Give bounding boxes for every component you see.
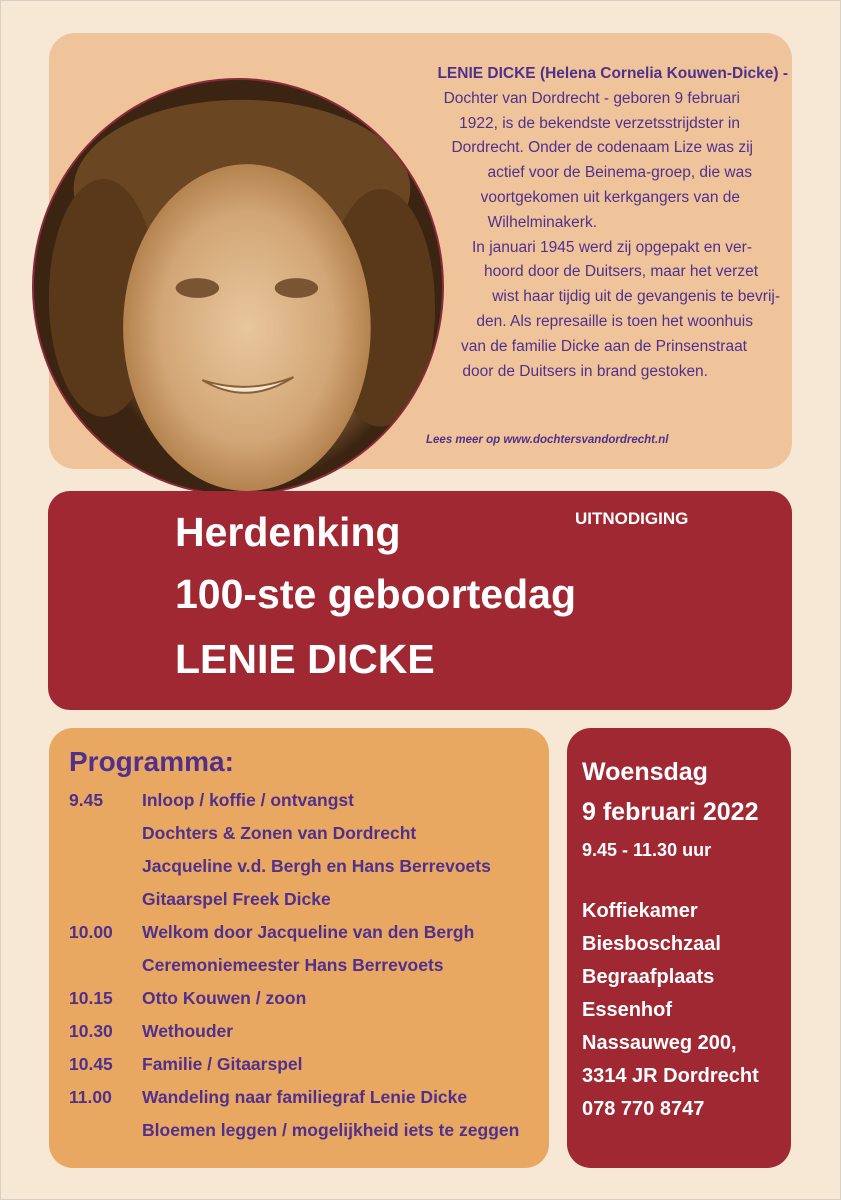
program-item: Wandeling naar familiegraf Lenie Dicke — [142, 1087, 468, 1107]
bio-line: Wilhelminakerk. — [487, 213, 597, 231]
invitation-label: UITNODIGING — [575, 509, 689, 528]
location-line: 3314 JR Dordrecht — [582, 1065, 759, 1087]
bio-line: In januari 1945 werd zij opgepakt en ver- — [471, 238, 752, 256]
bio-line: hoord door de Duitsers, maar het verzet — [484, 263, 758, 281]
headline-line-2: 100-ste geboortedag — [175, 571, 576, 617]
program-item: Welkom door Jacqueline van den Bergh — [142, 922, 475, 942]
headline-line-3: LENIE DICKE — [175, 636, 435, 682]
program-time: 10.15 — [69, 988, 113, 1008]
location-line: Biesboschzaal — [582, 933, 721, 955]
location-line: Essenhof — [582, 999, 673, 1021]
bio-line: den. Als represaille is toen het woonhuis — [476, 312, 753, 330]
program-time: 10.45 — [69, 1054, 113, 1074]
location-line: 078 770 8747 — [582, 1098, 705, 1120]
program-item: Jacqueline v.d. Bergh en Hans Berrevoets — [142, 856, 491, 876]
bio-line: voortgekomen uit kerkgangers van de — [480, 188, 740, 206]
program-time: 11.00 — [69, 1087, 112, 1107]
program-item: Wethouder — [142, 1021, 234, 1041]
portrait-photo — [32, 78, 444, 496]
event-day: Woensdag — [582, 758, 708, 786]
program-item: Ceremoniemeester Hans Berrevoets — [142, 955, 444, 975]
bio-text — [388, 62, 788, 384]
program-item: Gitaarspel Freek Dicke — [142, 889, 331, 909]
program-item: Familie / Gitaarspel — [142, 1054, 303, 1074]
bio-line: door de Duitsers in brand gestoken. — [462, 362, 708, 380]
bio-line: wist haar tijdig uit de gevangenis te bevrij- — [492, 288, 780, 306]
event-details-panel — [567, 728, 791, 1168]
location-line: Begraafplaats — [582, 966, 715, 988]
program-item: Dochters & Zonen van Dordrecht — [142, 823, 417, 843]
location-line: Koffiekamer — [582, 900, 698, 922]
event-time: 9.45 - 11.30 uur — [582, 840, 712, 860]
program-item: Inloop / koffie / ontvangst — [142, 790, 354, 810]
bio-line: Dochter van Dordrecht - geboren 9 februari — [443, 89, 740, 107]
bio-line: Dordrecht. Onder de codenaam Lize was zij — [451, 139, 753, 157]
program-time: 10.00 — [69, 922, 113, 942]
headline-line-1: Herdenking — [175, 509, 401, 555]
program-item: Otto Kouwen / zoon — [142, 988, 307, 1008]
bio-line: 1922, is de bekendste verzetsstrijdster in — [459, 114, 740, 132]
read-more-link[interactable]: Lees meer op www.dochtersvandordrecht.nl — [426, 434, 669, 446]
bio-line: van de familie Dicke aan de Prinsenstraat — [460, 337, 747, 355]
location-line: Nassauweg 200, — [582, 1032, 737, 1054]
bio-line: actief voor de Beinema-groep, die was — [487, 164, 752, 182]
bio-line: LENIE DICKE (Helena Cornelia Kouwen-Dicke) - — [437, 65, 788, 82]
program-title: Programma: — [69, 746, 234, 777]
program-panel — [49, 728, 549, 1168]
headline-banner — [48, 491, 792, 710]
program-item: Bloemen leggen / mogelijkheid iets te zeggen — [142, 1120, 520, 1140]
program-time: 10.30 — [69, 1021, 113, 1041]
event-date: 9 februari 2022 — [582, 798, 759, 826]
program-time: 9.45 — [69, 790, 104, 810]
